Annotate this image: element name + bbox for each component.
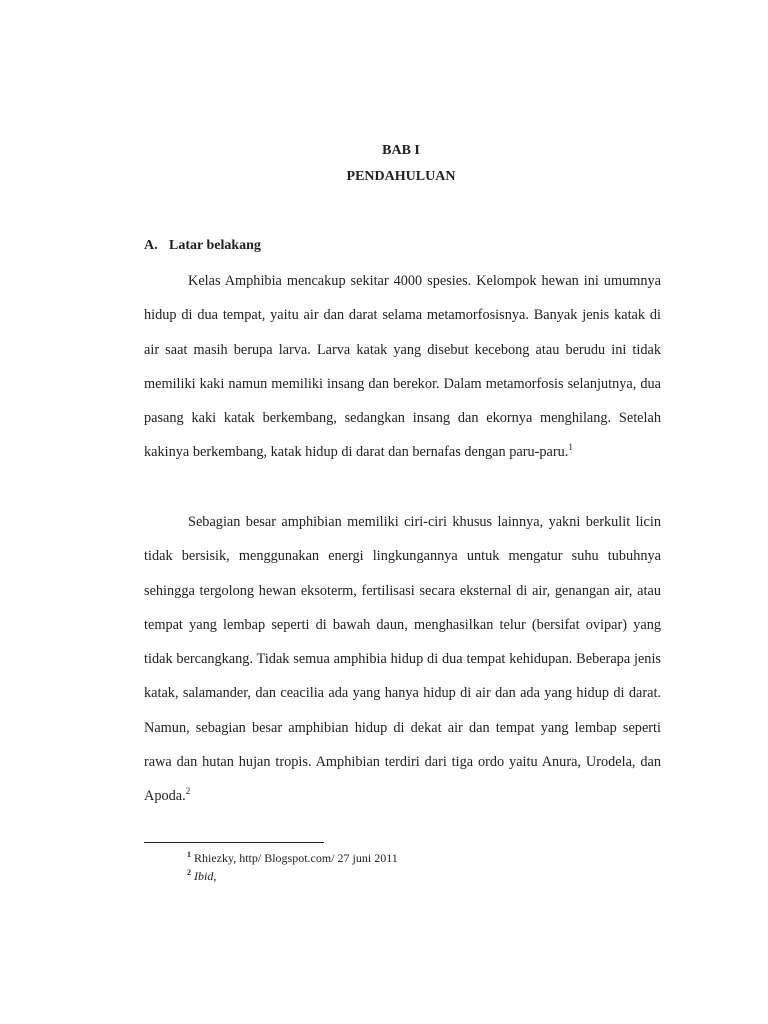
footnote-2-suffix: ,: [213, 869, 217, 883]
paragraph-2: [144, 505, 661, 814]
footnote-1: [187, 851, 398, 865]
paragraph-2-text: Sebagian besar amphibian memiliki ciri-ciri khusus lainnya, yakni berkulit licin tidak bersisik, menggunakan energi lingkungannya untuk mengatur suhu tubuhnya sehingga tergolong hewan eksoterm, fertilisasi secara eksternal di air, genangan air, atau tempat yang lembap seperti di bawah daun, menghasilkan telur (bersifat ovipar) yang tidak bercangkang. Tidak semua amphibia hidup di dua tempat kehidupan. Beberapa jenis katak, salamander, dan ceacilia ada yang hanya hidup di air dan ada yang hidup di darat. Namun, sebagian besar amphibian hidup di dekat air dan tempat yang lembap seperti rawa dan hutan hujan tropis. Amphibian terdiri dari tiga ordo yaitu Anura, Urodela, dan Apoda.: [144, 514, 661, 805]
paragraph-1-text: Kelas Amphibia mencakup sekitar 4000 spesies. Kelompok hewan ini umumnya hidup di dua tempat, yaitu air dan darat selama metamorfosisnya. Banyak jenis katak di air saat masih berupa larva. Larva katak yang disebut kecebong atau berudu ini tidak memiliki kaki namun memiliki insang dan berekor. Dalam metamorfosis selanjutnya, dua pasang kaki katak berkembang, sedangkan insang dan ekornya menghilang. Setelah kakinya berkembang, katak hidup di darat dan bernafas dengan paru-paru.: [144, 273, 661, 461]
paragraph-1: [144, 264, 661, 470]
chapter-title: PENDAHULUAN: [346, 169, 456, 184]
chapter-label: BAB I: [382, 143, 420, 158]
section-title: Latar belakang: [169, 238, 261, 253]
section-heading: [144, 238, 261, 254]
footnote-2-text: Ibid: [194, 869, 214, 883]
footnote-separator: [144, 842, 324, 843]
footnote-1-mark: 1: [187, 850, 191, 859]
footnote-ref-2: 2: [185, 786, 191, 797]
footnote-2-mark: 2: [187, 868, 191, 877]
footnote-2: [187, 869, 216, 883]
section-number: A.: [144, 238, 158, 253]
footnote-1-text: Rhiezky, http/ Blogspot.com/ 27 juni 2011: [194, 851, 398, 865]
footnote-ref-1: 1: [568, 442, 573, 453]
